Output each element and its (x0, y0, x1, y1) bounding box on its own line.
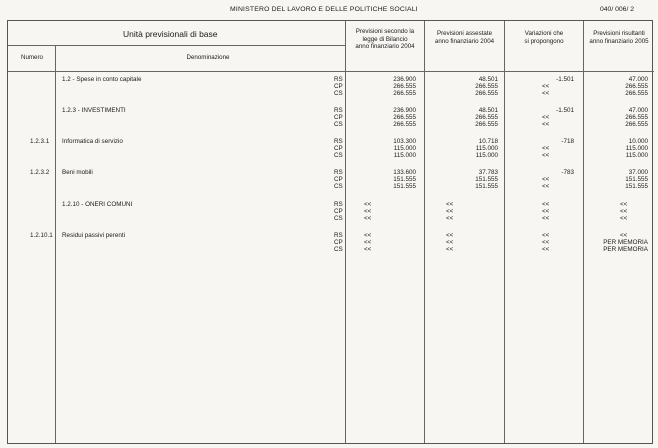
row-code: CS (334, 152, 343, 160)
col2-header-line: Previsioni assestate (436, 30, 493, 37)
row-number: 1.2.10.1 (30, 232, 53, 239)
row-value: << (542, 145, 550, 153)
row-code: CS (334, 246, 343, 254)
row-value: 266.555 (475, 83, 498, 91)
row-value: 151.555 (475, 183, 498, 191)
row-value: 266.555 (475, 90, 498, 98)
row-denomination: Beni mobili (62, 169, 93, 176)
row-value: << (620, 208, 628, 216)
row-value: 151.555 (625, 176, 648, 184)
row-code: CP (334, 114, 343, 122)
row-value: << (620, 215, 628, 223)
divider (8, 45, 345, 46)
row-value: << (542, 152, 550, 160)
row-value: 236.900 (393, 76, 416, 83)
row-value: -1.501 (556, 76, 574, 83)
row-value: 115.000 (475, 145, 498, 153)
divider (424, 21, 425, 443)
col3-header-line: si propongono (524, 37, 564, 45)
col4-header-line: anno finanziario 2005 (589, 37, 649, 45)
row-value: 266.555 (625, 114, 648, 122)
row-value: << (446, 201, 454, 208)
row-value: 115.000 (625, 152, 648, 160)
row-value: 48.501 (478, 76, 498, 83)
row-value: 37.783 (478, 169, 498, 176)
row-value: 47.000 (628, 107, 648, 114)
row-value: 115.000 (475, 152, 498, 160)
row-value: << (446, 232, 454, 239)
col4-header-line: Previsioni risultanti (593, 30, 645, 37)
row-value: 103.300 (393, 138, 416, 145)
row-value: 133.600 (393, 169, 416, 176)
col3-header (505, 30, 583, 45)
row-denomination: Informatica di servizio (62, 138, 123, 145)
row-code: CP (334, 239, 343, 247)
row-code: RS (334, 107, 343, 114)
row-value: << (542, 215, 550, 223)
row-value: -718 (561, 138, 574, 145)
row-value: << (542, 232, 550, 239)
row-denomination: 1.2.10 - ONERI COMUNI (62, 201, 133, 208)
row-code: CP (334, 176, 343, 184)
row-value: -783 (561, 169, 574, 176)
row-value: 37.000 (628, 169, 648, 176)
row-value: << (620, 232, 628, 239)
row-value: PER MEMORIA (603, 246, 648, 254)
row-value: << (542, 239, 550, 247)
row-value: 151.555 (393, 183, 416, 191)
budget-table (7, 20, 653, 444)
col1-header (346, 28, 424, 51)
row-value: << (542, 246, 550, 254)
row-denomination: Residui passivi perenti (62, 232, 125, 239)
row-value: 151.555 (625, 183, 648, 191)
row-value: 266.555 (475, 121, 498, 129)
row-value: 47.000 (628, 76, 648, 83)
numero-header: Numero (20, 54, 43, 61)
row-value: 266.555 (625, 83, 648, 91)
row-value: << (446, 208, 454, 216)
row-value: 151.555 (393, 176, 416, 184)
row-code: CP (334, 145, 343, 153)
row-value: << (542, 90, 550, 98)
row-value: << (364, 246, 372, 254)
denominazione-header: Denominazione (186, 54, 230, 61)
row-value: << (364, 201, 372, 208)
row-code: CP (334, 83, 343, 91)
row-value: 115.000 (393, 145, 416, 153)
row-value: << (542, 176, 550, 184)
page-header (0, 6, 658, 20)
row-value: 266.555 (625, 121, 648, 129)
col1-header-line: Previsioni secondo la (355, 28, 415, 35)
row-value: -1.501 (556, 107, 574, 114)
row-value: << (446, 239, 454, 247)
row-code: CS (334, 215, 343, 223)
row-value: << (542, 83, 550, 91)
row-code: RS (334, 232, 343, 239)
row-value: 266.555 (393, 83, 416, 91)
row-value: << (446, 215, 454, 223)
col1-header-line: legge di Bilancio (362, 35, 408, 43)
row-denomination: 1.2 - Spese in conto capitale (62, 76, 142, 83)
row-code: CS (334, 90, 343, 98)
row-value: << (364, 239, 372, 247)
row-value: 151.555 (475, 176, 498, 184)
col4-header (584, 30, 654, 45)
row-value: 115.000 (625, 145, 648, 153)
divider (504, 21, 505, 443)
divider (55, 45, 56, 443)
row-number: 1.2.3.1 (30, 138, 50, 145)
row-code: CS (334, 121, 343, 129)
row-value: << (542, 201, 550, 208)
row-value: << (620, 201, 628, 208)
row-code: CS (334, 183, 343, 191)
row-value: << (364, 232, 372, 239)
page-number: 040/ 006/ 2 (600, 6, 635, 13)
row-number: 1.2.3.2 (30, 169, 50, 176)
row-value: 266.555 (393, 114, 416, 122)
row-value: 10.000 (628, 138, 648, 145)
row-value: PER MEMORIA (603, 239, 648, 247)
row-value: 115.000 (393, 152, 416, 160)
row-value: 10.718 (478, 138, 498, 145)
col3-header-line: Variazioni che (524, 30, 564, 37)
row-value: << (542, 114, 550, 122)
unit-header: Unità previsionali di base (123, 29, 218, 39)
row-code: CP (334, 208, 343, 216)
divider (8, 71, 654, 72)
row-value: << (446, 246, 454, 254)
row-code: RS (334, 76, 343, 83)
row-value: << (364, 215, 372, 223)
row-value: << (542, 183, 550, 191)
row-denomination: 1.2.3 - INVESTIMENTI (62, 107, 126, 114)
col2-header-line: anno finanziario 2004 (434, 37, 495, 45)
col1-header-line: anno finanziario 2004 (355, 43, 415, 50)
ministry-title: MINISTERO DEL LAVORO E DELLE POLITICHE SOCIALI (230, 6, 418, 13)
row-value: << (542, 208, 550, 216)
row-code: RS (334, 169, 343, 176)
row-value: 266.555 (393, 121, 416, 129)
row-code: RS (334, 138, 343, 145)
row-value: 48.501 (478, 107, 498, 114)
row-value: 266.555 (393, 90, 416, 98)
row-value: 266.555 (625, 90, 648, 98)
col2-header (425, 30, 504, 45)
row-value: 266.555 (475, 114, 498, 122)
row-value: << (542, 121, 550, 129)
row-value: 236.900 (393, 107, 416, 114)
row-code: RS (334, 201, 343, 208)
row-value: << (364, 208, 372, 216)
